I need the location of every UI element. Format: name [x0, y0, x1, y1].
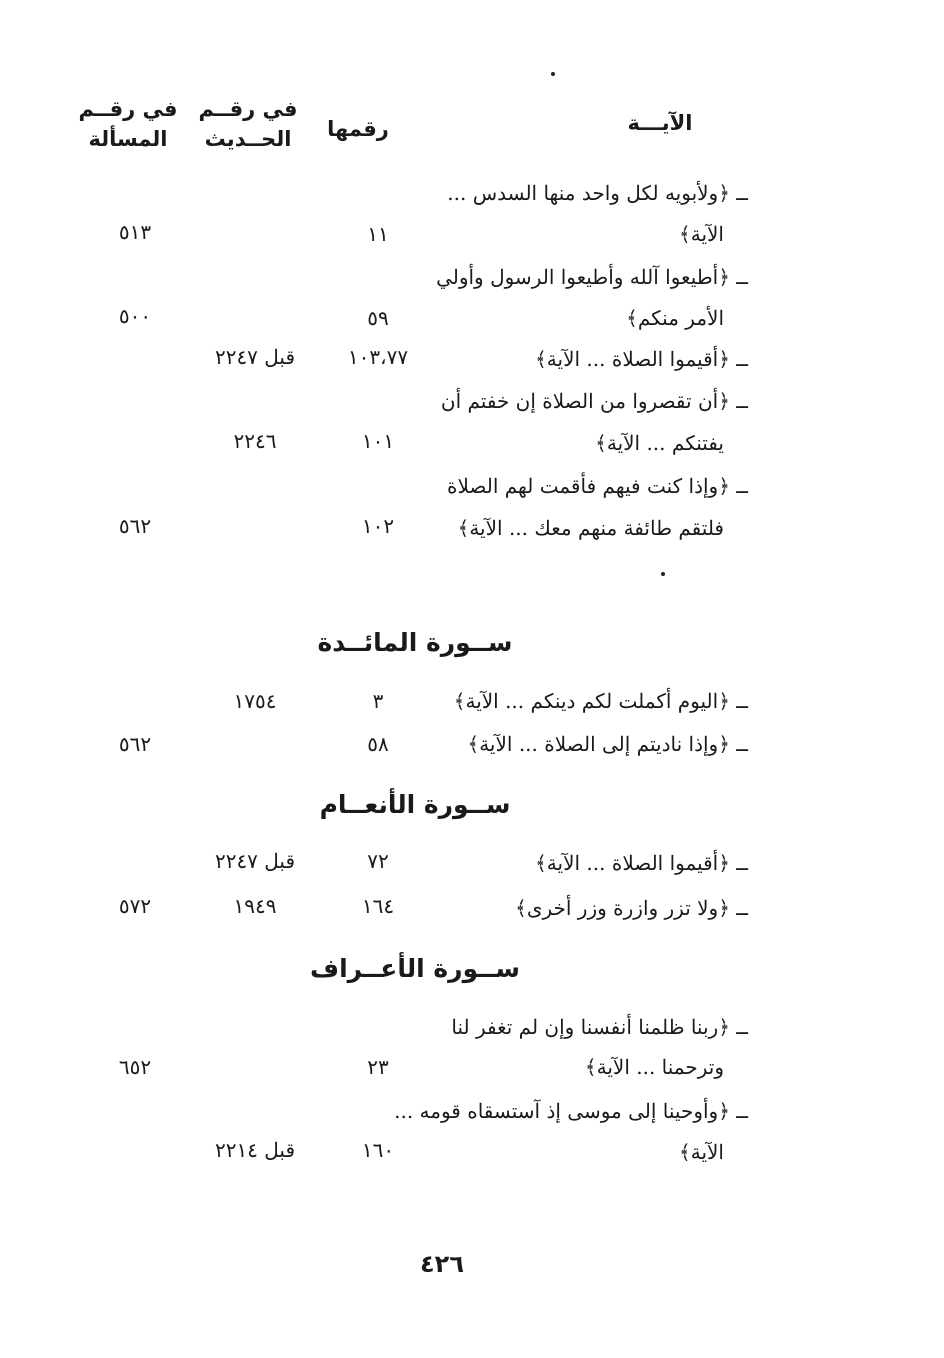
ayah-number: ١٠٣،٧٧	[347, 345, 409, 369]
ayah-number: ٥٩	[367, 306, 389, 330]
header-ayah: الآيـــة	[627, 111, 693, 135]
verse-line: ــ ﴿وإذا كنت فيهم فأقمت لهم الصلاة	[446, 474, 748, 498]
page-number: ٤٢٦	[420, 1250, 464, 1278]
hadith-number: قبل ٢٢٤٧	[214, 849, 296, 873]
surah-title: ســورة المائــدة	[317, 628, 513, 657]
hadith-number: ٢٢٤٦	[233, 429, 277, 453]
hadith-number: قبل ٢٢٤٧	[214, 345, 296, 369]
top-dot	[551, 72, 555, 76]
ayah-number: ١١	[367, 222, 389, 246]
verse-line: ــ ﴿ربنا ظلمنا أنفسنا وإن لم تغفر لنا	[451, 1015, 748, 1039]
ayah-number: ١٠١	[361, 429, 395, 453]
verse-line: ــ ﴿وإذا ناديتم إلى الصلاة ... الآية﴾	[467, 732, 748, 756]
ayah-number: ١٠٢	[361, 514, 395, 538]
ayah-number: ٥٨	[367, 732, 389, 756]
masala-number: ٥٦٢	[118, 514, 152, 538]
hadith-number: قبل ٢٢١٤	[214, 1138, 296, 1162]
verse-line: ــ ﴿أقيموا الصلاة ... الآية﴾	[535, 851, 748, 875]
verse-line: ــ ﴿ولا تزر وازرة وزر أخرى﴾	[515, 896, 748, 920]
verse-line: ــ ﴿اليوم أكملت لكم دينكم ... الآية﴾	[453, 689, 748, 713]
ayah-number: ٧٢	[367, 849, 389, 873]
section-dot	[661, 572, 665, 576]
verse-line: يفتنكم ... الآية﴾	[595, 431, 724, 455]
ayah-number: ١٦٤	[361, 894, 395, 918]
hadith-number: ١٧٥٤	[233, 689, 277, 713]
masala-number: ٥٧٢	[118, 894, 152, 918]
verse-line: الأمر منكم﴾	[626, 306, 724, 330]
masala-number: ٥٦٢	[118, 732, 152, 756]
masala-number: ٦٥٢	[118, 1055, 152, 1079]
masala-number: ٥٠٠	[118, 304, 152, 328]
header-number: رقمها	[327, 117, 389, 141]
verse-line: فلتقم طائفة منهم معك ... الآية﴾	[457, 516, 724, 540]
verse-line: ــ ﴿أن تقصروا من الصلاة إن خفتم أن	[440, 389, 748, 413]
header-masala: في رقــم المسألة	[78, 97, 178, 151]
verse-line: ــ ﴿أقيموا الصلاة ... الآية﴾	[535, 347, 748, 371]
hadith-number: ١٩٤٩	[233, 894, 277, 918]
verse-line: الآية﴾	[679, 222, 724, 246]
verse-line: ــ ﴿ولأبويه لكل واحد منها السدس ...	[447, 181, 748, 205]
surah-title: ســورة الأعــراف	[310, 954, 520, 983]
ayah-number: ٢٣	[367, 1055, 389, 1079]
ayah-number: ٣	[372, 689, 384, 713]
masala-number: ٥١٣	[118, 220, 152, 244]
ayah-number: ١٦٠	[361, 1138, 395, 1162]
verse-line: ــ ﴿وأوحينا إلى موسى إذ آستسقاه قومه ...	[394, 1099, 748, 1123]
verse-line: وترحمنا ... الآية﴾	[584, 1055, 724, 1079]
verse-line: الآية﴾	[679, 1140, 724, 1164]
surah-title: ســورة الأنعــام	[319, 790, 511, 819]
header-hadith: في رقــم الحــديث	[198, 97, 298, 151]
verse-line: ــ ﴿أطيعوا آلله وأطيعوا الرسول وأولي	[436, 265, 748, 289]
